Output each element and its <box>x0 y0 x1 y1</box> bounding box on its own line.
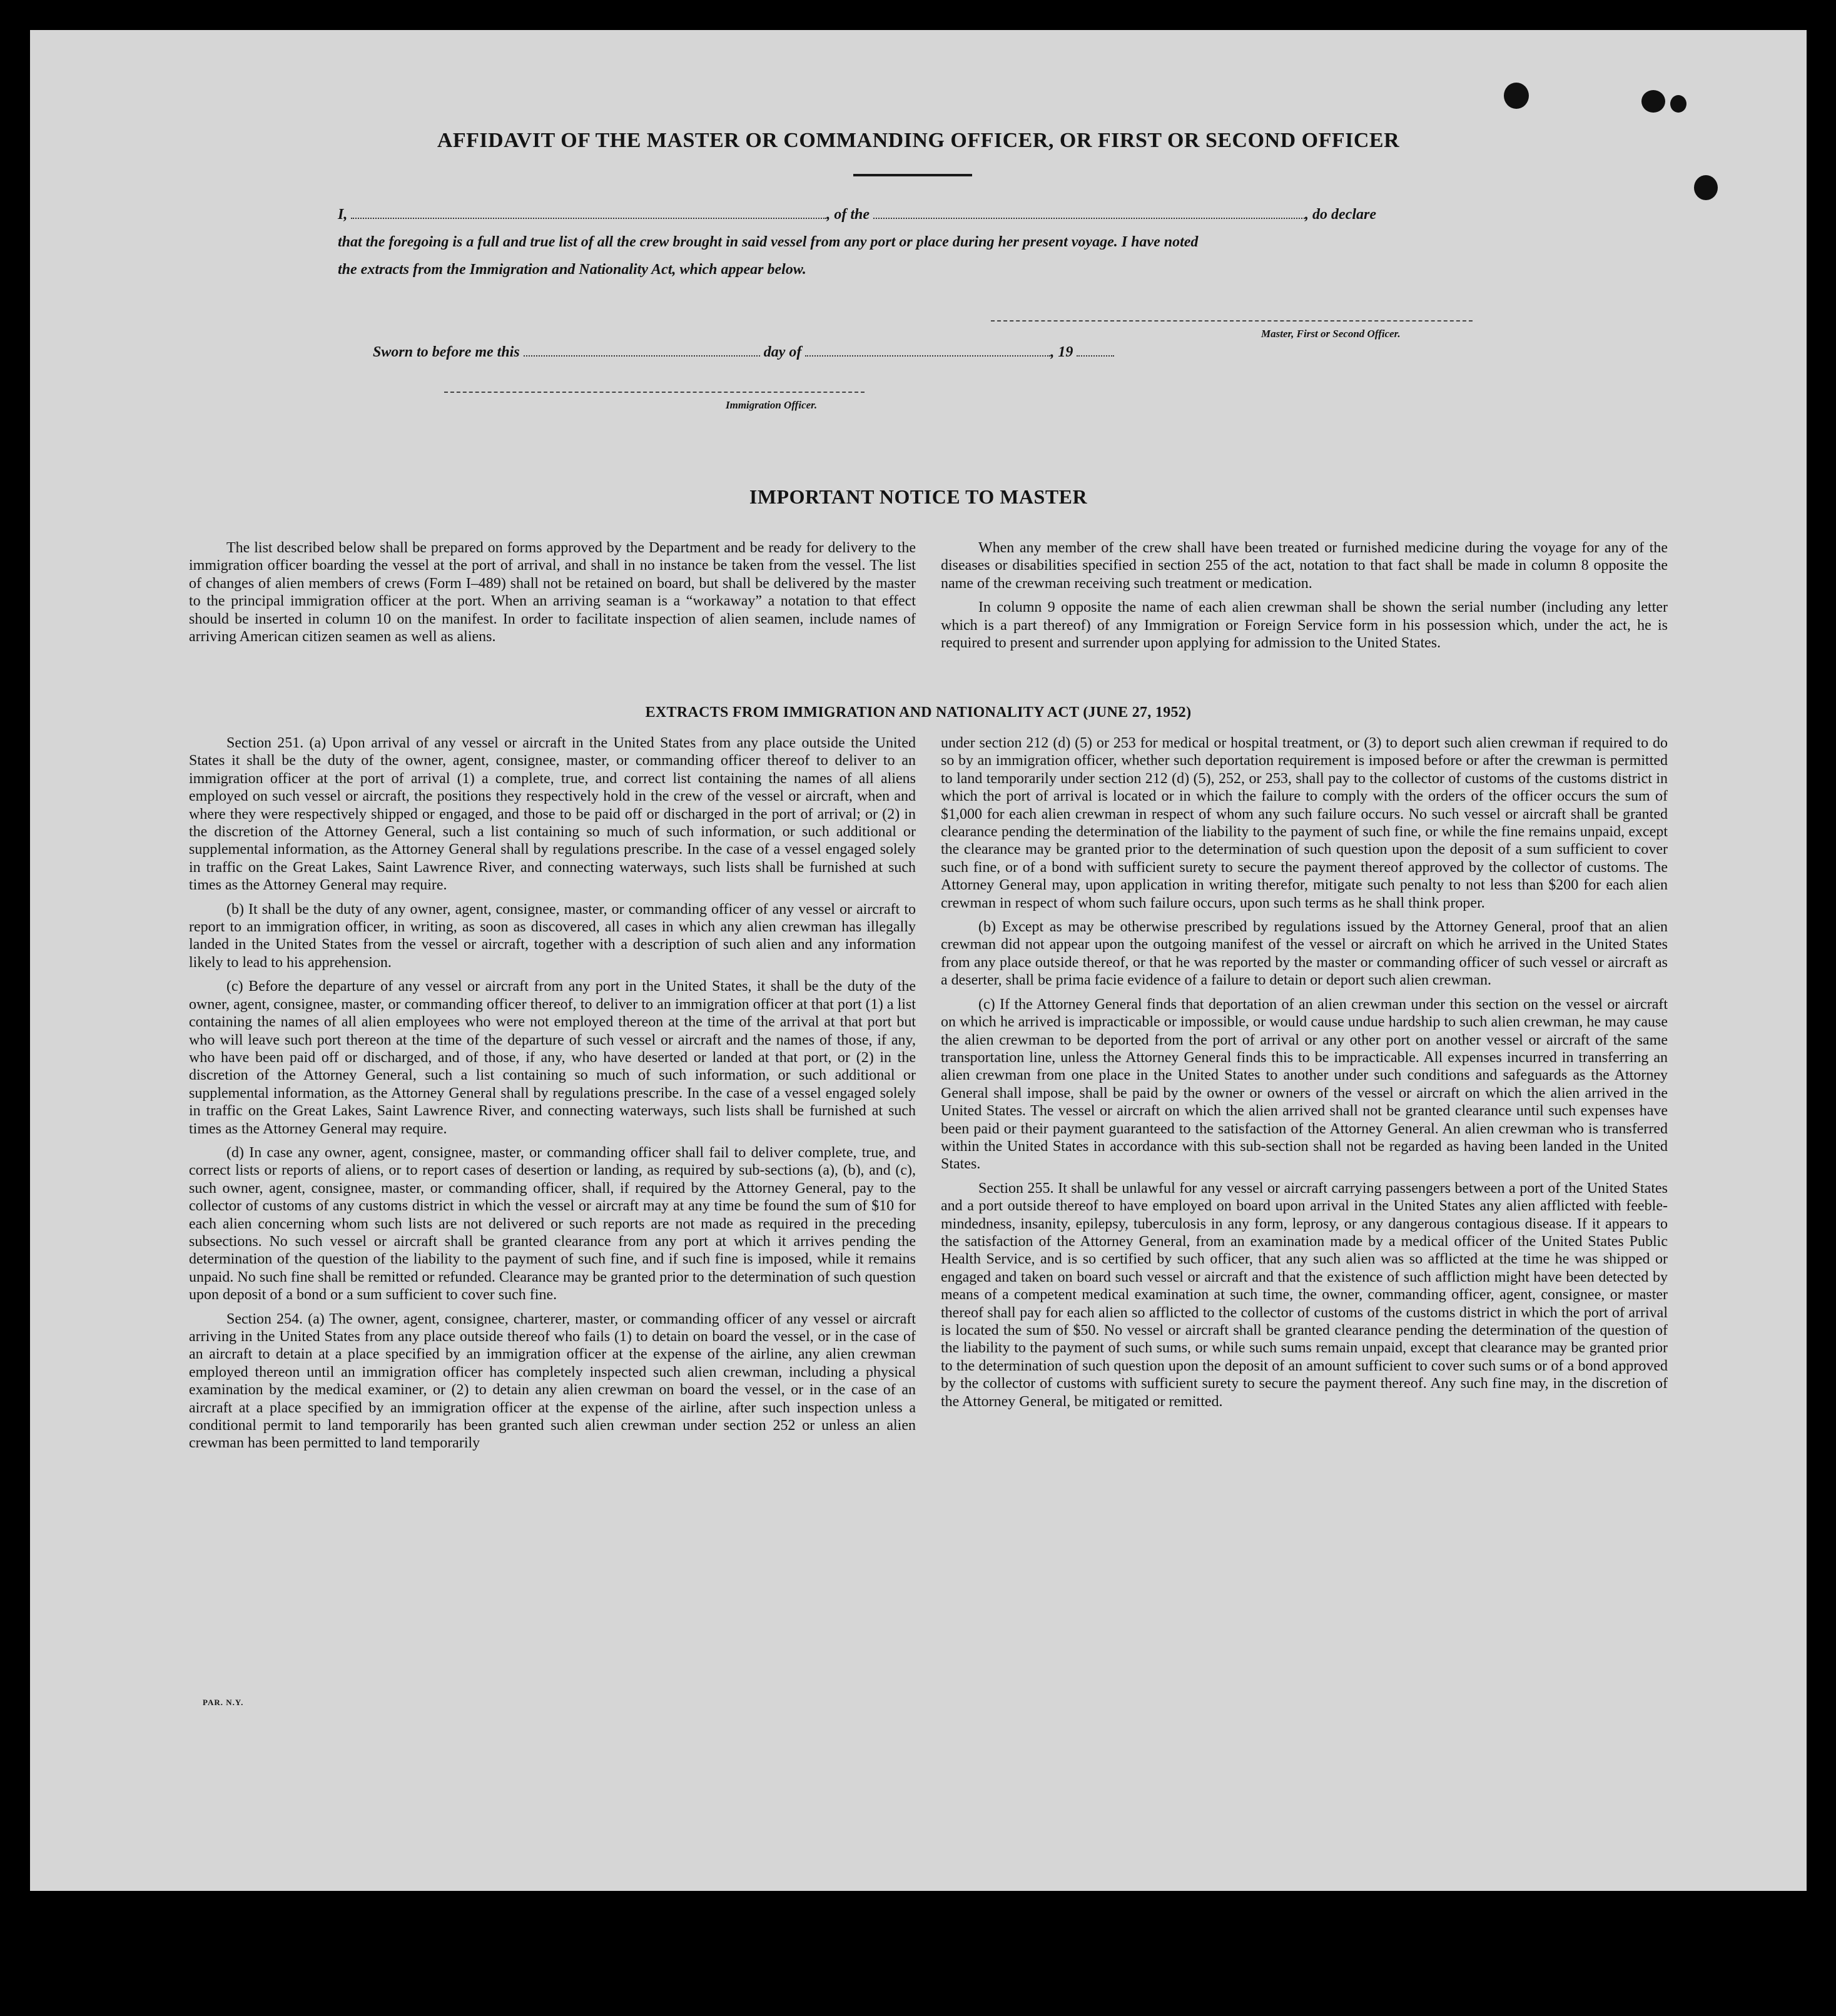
sworn-day-field[interactable] <box>524 355 760 357</box>
notice-title: IMPORTANT NOTICE TO MASTER <box>749 485 1088 508</box>
punch-hole <box>1504 83 1529 109</box>
declaration-text-line-2: that the foregoing is a full and true list of all the crew brought in said vessel from any port or place during her present voyage. I have noted <box>338 234 1199 250</box>
declaration-i: I, <box>338 206 348 223</box>
notice-left-paragraph: The list described below shall be prepared on forms approved by the Department and be ready for delivery to the immigration officer boarding the vessel at the port of arrival, and shall in no instance be taken from the vessel. The list of changes of alien members of crews (Form I–489) shall not be retained on board, but shall be delivered by the master to the principal immigration officer at the port. When an arriving seaman is a “workaway” a notation to that effect should be inserted in column 10 on the manifest. In order to facilitate inspection of alien seamen, include names of arriving American citizen seamen as well as aliens. <box>189 540 916 646</box>
sworn-prefix: Sworn to before me this <box>373 344 520 360</box>
sworn-line <box>373 344 1114 361</box>
section-251-a: Section 251. (a) Upon arrival of any vessel or aircraft in the United States from any place outside the United States it shall be the duty of the owner, agent, consignee, master, or commanding officer thereof to deliver to an immigration officer at the port of arrival (1) a complete, true, and correct list containing the names of all aliens employed on such vessel or aircraft, the positions they respectively hold in the crew of the vessel or aircraft, when and where they were respectively shipped or engaged, and those to be paid off or discharged in the port of arrival; or (2) in the discretion of the Attorney General, such a list containing so much of such information, or such additional or supplemental information, as the Attorney General shall by regulations prescribe. In the case of a vessel engaged solely in traffic on the Great Lakes, Saint Lawrence River, and connecting waterways, such lists shall be furnished at such times as the Attorney General may require. <box>189 735 916 894</box>
title-rule <box>853 174 972 176</box>
notice-right-paragraph-1: When any member of the crew shall have been treated or furnished medicine during the voyage for any of the diseases or disabilities specified in section 255 of the act, notation to that fact shall be made in column 8 opposite the name of the crewman receiving such treatment or medication. <box>941 540 1668 592</box>
printer-mark: PAR. N.Y. <box>203 1698 244 1707</box>
section-251-d: (d) In case any owner, agent, consignee, master, or commanding officer shall fail to deliver complete, true, and correct lists or reports of aliens, or to report cases of desertion or landing, as required by sub-sections (a), (b), and (c), such owner, agent, consignee, master, or commanding officer, shall, if required by the Attorney General, pay to the collector of customs of any customs district in which the vessel or aircraft may at any time be found the sum of $10 for each alien concerning whom such lists are not delivered or such reports are not made as required in the preceding subsections. No such vessel or aircraft shall be granted clearance from any port at which it arrives pending the determination of the question of the liability to the payment of such fine, and if such fine is imposed, while it remains unpaid. No such fine shall be remitted or refunded. Clearance may be granted prior to the determination of such question upon deposit of a bond or a sum sufficient to cover such fine. <box>189 1144 916 1304</box>
immigration-officer-signature-line[interactable] <box>444 392 865 393</box>
year-prefix: , 19 <box>1050 344 1073 360</box>
punch-hole <box>1641 90 1665 113</box>
extracts-left-column <box>189 734 916 1459</box>
declaration-text-line-3: the extracts from the Immigration and Nationality Act, which appear below. <box>338 261 806 278</box>
name-field[interactable] <box>351 218 826 219</box>
affidavit-title: AFFIDAVIT OF THE MASTER OR COMMANDING OFFICER, OR FIRST OR SECOND OFFICER <box>437 129 1400 152</box>
sworn-year-field[interactable] <box>1077 355 1114 357</box>
section-254-c: (c) If the Attorney General finds that deportation of an alien crewman under this section on the vessel or aircraft on which he arrived is impracticable or impossible, or would cause undue hardship to such alien crewman, he may cause the alien crewman to be deported from the port of arrival or any other port on another vessel or aircraft of the same transportation line, unless the Attorney General finds this to be impracticable. All expenses incurred in transferring an alien crewman from one place in the United States to another under such conditions and safeguards as the Attorney General shall impose, shall be paid by the owner or owners of the vessel or aircraft on which the alien arrived in the United States. The vessel or aircraft on which the alien arrived shall not be granted clearance until such expenses have been paid or their payment guaranteed to the satisfaction of the Attorney General. An alien crewman who is transferred within the United States in accordance with this sub-section shall not be regarded as having been landed in the United States. <box>941 996 1668 1173</box>
sworn-month-field[interactable] <box>805 355 1050 357</box>
extracts-right-column <box>941 734 1668 1417</box>
of-the-text: , of the <box>826 206 870 223</box>
extracts-title: EXTRACTS FROM IMMIGRATION AND NATIONALITY ACT (JUNE 27, 1952) <box>645 704 1192 721</box>
section-255: Section 255. It shall be unlawful for any vessel or aircraft carrying passengers between a port of the United States and a port outside thereof to have employed on board upon arrival in the United States any alien afflicted with feeble-mindedness, insanity, epilepsy, tuberculosis in any form, leprosy, or any dangerous contagious disease. If it appears to the satisfaction of the Attorney General, from an examination made by a medical officer of the United States Public Health Service, and is so certified by such officer, that any such alien was so afflicted at the time he was shipped or engaged and taken on board such vessel or aircraft and that the existence of such affliction might have been detected by means of a competent medical examination at such time, the owner, commanding officer, agent, consignee, or master thereof shall pay for each alien so afflicted to the collector of customs of the customs district in which the port of arrival is located the sum of $50. No vessel or aircraft shall be granted clearance pending the determination of the question of the liability to the payment of such sums, or while such sums remain unpaid, except that clearance may be granted prior to the determination of such question upon the deposit of an amount sufficient to cover such sums or of a bond approved by the collector of customs with sufficient surety to secure the payment thereof. Any such fine may, in the discretion of the Attorney General, be mitigated or remitted. <box>941 1180 1668 1410</box>
section-251-c: (c) Before the departure of any vessel or aircraft from any port in the United States, it shall be the duty of the owner, agent, consignee, master, or commanding officer thereof, to deliver to an immigration officer at that port (1) a list containing the names of all alien employees who were not employed thereon at the time of the arrival at that port but who will leave such port thereon at the time of the departure of such vessel or aircraft and the names of those, if any, who have been paid off or discharged, and of those, if any, who have deserted or landed at that port, or (2) in the discretion of the Attorney General, such a list containing so much of such information, or such additional or supplemental information, as the Attorney General shall by regulations prescribe. In the case of a vessel engaged solely in traffic on the Great Lakes, Saint Lawrence River, and connecting waterways, such lists shall be furnished at such times as the Attorney General may require. <box>189 978 916 1137</box>
notice-right-paragraph-2: In column 9 opposite the name of each alien crewman shall be shown the serial number (including any letter which is a part thereof) of any Immigration or Foreign Service form in his possession which, under the act, he is required to present and surrender upon applying for admission to the United States. <box>941 599 1668 652</box>
section-254-a: Section 254. (a) The owner, agent, consignee, charterer, master, or commanding officer of any vessel or aircraft arriving in the United States from any place outside thereof who fails (1) to detain on board the vessel, or in the case of an aircraft to detain at a place specified by an immigration officer at the expense of the airline, any alien crewman employed thereon until an immigration officer has completely inspected such alien crewman, including a physical examination by the medical examiner, or (2) to detain any alien crewman on board the vessel, or in the case of an aircraft at a place specified by an immigration officer at the expense of the airline, after such inspection unless a conditional permit to land temporarily has been granted such alien crewman under section 252 or unless an alien crewman has been permitted to land temporarily <box>189 1310 916 1452</box>
master-signature-line[interactable] <box>991 320 1473 322</box>
section-251-b: (b) It shall be the duty of any owner, agent, consignee, master, or commanding officer of any vessel or aircraft to report to an immigration officer, in writing, as soon as discovered, all cases in which any alien crewman has illegally landed in the United States from the vessel or aircraft, together with a description of such alien and any information likely to lead to his apprehension. <box>189 901 916 971</box>
day-of-text: day of <box>763 344 802 360</box>
document-page <box>30 30 1807 1891</box>
notice-right-column <box>941 539 1668 658</box>
section-254-b: (b) Except as may be otherwise prescribed by regulations issued by the Attorney General, proof that an alien crewman did not appear upon the outgoing manifest of the vessel or aircraft on which he arrived in the United States from any place outside thereof, or that he was reported by the master or commanding officer of such vessel or aircraft as a deserter, shall be prima facie evidence of a failure to detain or deport such alien crewman. <box>941 919 1668 989</box>
notice-left-column <box>189 539 916 652</box>
punch-hole <box>1670 95 1686 113</box>
punch-hole <box>1694 175 1718 200</box>
master-signature-caption: Master, First or Second Officer. <box>1261 328 1401 340</box>
do-declare-text: , do declare <box>1305 206 1376 223</box>
declaration-line <box>338 206 1376 223</box>
section-254-a-continued: under section 212 (d) (5) or 253 for medical or hospital treatment, or (3) to deport such alien crewman if required to do so by an immigration officer, whether such deportation requirement is imposed before or after the crewman is permitted to land temporarily under section 212 (d) (5), 252, or 253, shall pay to the collector of customs of the customs district in which the port of arrival is located or in which the failure to comply with the orders of the officer occurs the sum of $1,000 for each alien crewman in respect of whom any such failure occurs. No such vessel or aircraft shall be granted clearance pending the determination of the liability to the payment of such fine, or while the fine remains unpaid, except the clearance may be granted prior to the determination of such question upon the deposit of a sum sufficient to cover such fine, or of a bond with sufficient surety to secure the payment thereof approved by the collector of customs. The Attorney General may, upon application in writing therefor, mitigate such penalty to not less than $200 for each alien crewman in respect of whom such failure occurs, upon such terms as he shall think proper. <box>941 735 1668 911</box>
vessel-field[interactable] <box>873 218 1305 219</box>
immigration-officer-caption: Immigration Officer. <box>726 399 818 411</box>
